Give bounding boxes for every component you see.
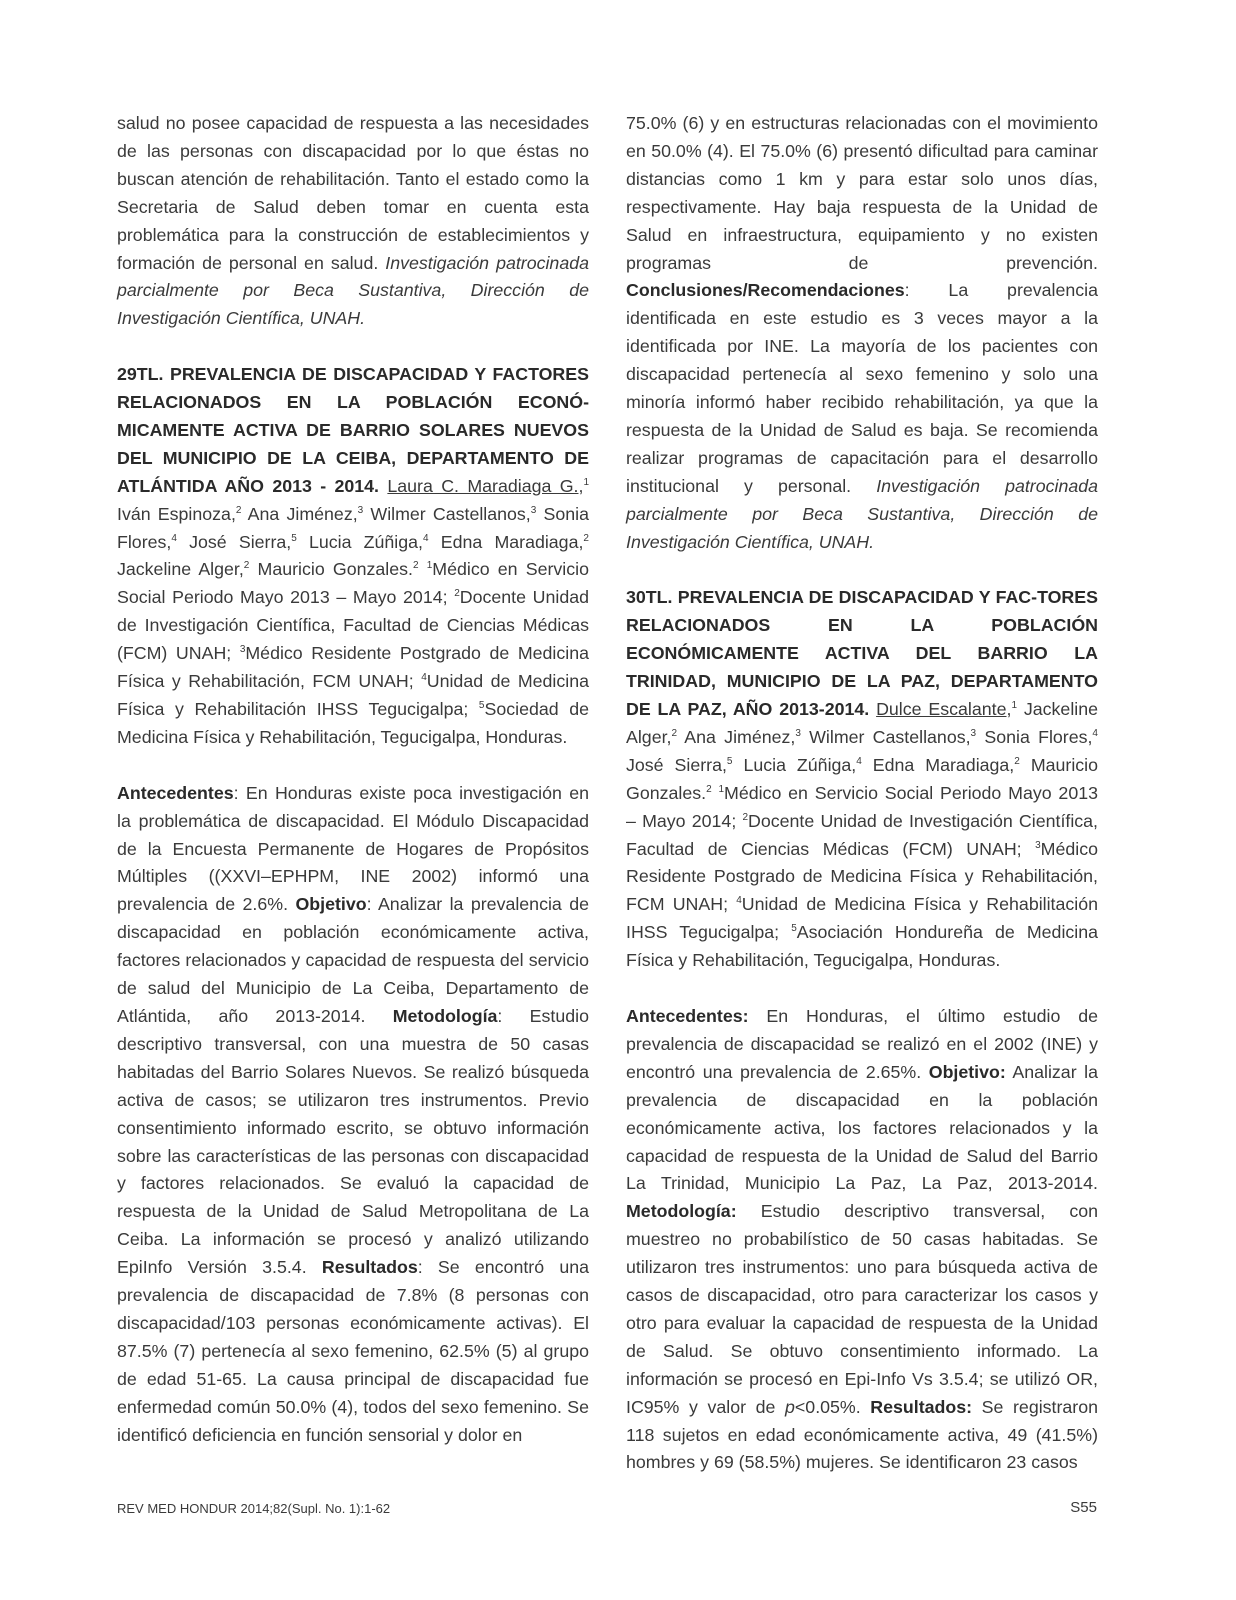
author-name: Ana Jiménez, [247, 503, 358, 524]
affiliation-sup: 3 [1035, 839, 1041, 851]
author-name: José Sierra, [189, 531, 292, 552]
intro-funding: Investigación patrocinada parcialmente por Beca Sustantiva, Dirección de Investigación Científica, UNAH. [117, 252, 589, 329]
author-name: Iván Espinoza, [117, 503, 236, 524]
metodologia-label: Metodología [392, 1005, 498, 1026]
affiliation-sup: 1 [718, 783, 725, 795]
abstract-30-body [626, 1003, 1098, 1477]
author-sup: 2 [1014, 755, 1020, 767]
author-sup: 2 [235, 504, 242, 516]
abstract-29-title: 29TL. PREVALENCIA DE DISCAPACIDAD Y FACTORES RELACIONADOS EN LA POBLACIÓN ECONÓ-MICAMENTE ACTIVA DE BARRIO SOLARES NUEVOS DEL MUNICIPIO DE LA CEIBA, DEPARTAMENTO DE ATLÁNTIDA AÑO 2013 - 2014. [117, 364, 589, 496]
author-sup: 1 [1011, 700, 1017, 712]
abstract-29-body [117, 780, 589, 1450]
affiliation-text: Docente Unidad de Investigación Científica, Facultad de Ciencias Médicas (FCM) UNAH; [117, 587, 589, 664]
author-sup: 2 [706, 783, 712, 795]
author-sup: 4 [856, 755, 862, 767]
resultados-label: Resultados: [870, 1396, 973, 1417]
resultados-text: : Se encontró una prevalencia de discapacidad de 7.8% (8 personas con discapacidad/103 personas económicamente activas). El 87.5% (7) pertenecía al sexo femenino, 62.5% (5) al grupo de edad 51-65. La causa principal de discapacidad fue enfermedad común 50.0% (4), todos del sexo femenino. Se identificó deficiencia en función sensorial y dolor en [117, 1257, 589, 1445]
author-name: Jackeline Alger, [626, 699, 1099, 747]
affiliation-text: Médico en Servicio Social Periodo Mayo 2013 – Mayo 2014; [626, 782, 1098, 831]
affiliation-sup: 3 [239, 644, 246, 656]
abstract-30-main-author: Dulce Escalante, [876, 699, 1012, 720]
objetivo-text: Analizar la prevalencia de discapacidad en la población económicamente activa, los factores relacionados y la capacidad de respuesta de la Unidad de Salud del Barrio La Trinidad, Municipio La Paz, La Paz, 2013-2014. [626, 1061, 1099, 1194]
metodologia-text: Estudio descriptivo transversal, con muestreo no probabilístico de 50 casas habitadas. Se utilizaron tres instrumentos: uno para búsqueda activa de casos de discapacidad, otro para caracterizar los casos y otro para evaluar la capacidad de respuesta de la Unidad de Salud. Se obtuvo consentimiento informado. La información se procesó en Epi-Info Vs 3.5.4; se utilizó OR, IC95% y valor de [626, 1201, 1098, 1417]
affiliation-sup: 4 [421, 672, 427, 684]
author-sup: 4 [1092, 728, 1098, 739]
author-name: Edna Maradiaga, [872, 754, 1015, 775]
metodologia-label: Metodología: [626, 1201, 737, 1222]
author-name: Mauricio Gonzales. [626, 754, 1099, 803]
intro-text: salud no posee capacidad de respuesta a las necesidades de las personas con discapacidad por lo que éstas no buscan atención de rehabilitación. Tanto el estado como la Secretaria de Salud deben tomar en cuenta esta problemática para la construcción de establecimientos y formación de personal en salud. [117, 113, 589, 273]
affiliation-text: Médico en Servicio Social Periodo Mayo 2013 – Mayo 2014; [117, 559, 589, 608]
author-sup: 4 [171, 532, 177, 544]
author-sup: 2 [243, 560, 250, 572]
abstract-30-affiliations [626, 783, 1098, 970]
resultados-label: Resultados [321, 1257, 418, 1278]
antecedentes-label: Antecedentes: [626, 1005, 749, 1026]
affiliation-sup: 2 [454, 588, 460, 600]
footer-citation: REV MED HONDUR 2014;82(Supl. No. 1):1-62 [117, 1501, 391, 1516]
author-sup: 3 [357, 504, 364, 516]
antecedentes-label: Antecedentes [117, 782, 234, 803]
author-name: Edna Maradiaga, [440, 531, 584, 552]
abstract-29-affiliations [117, 559, 589, 746]
conclusiones-funding: Investigación patrocinada parcialmente por Beca Sustantiva, Dirección de Investigación Científica, UNAH. [626, 475, 1098, 552]
affiliation-text: Unidad de Medicina Física y Rehabilitación IHSS Tegucigalpa; [117, 671, 589, 720]
author-name: Jackeline Alger, [117, 559, 244, 580]
author-name: Sonia Flores, [984, 726, 1093, 747]
author-sup: 2 [412, 560, 419, 572]
affiliation-sup: 1 [426, 560, 433, 572]
left-column [117, 110, 589, 1449]
affiliation-text: Asociación Hondureña de Medicina Física y Rehabilitación, Tegucigalpa, Honduras. [626, 922, 1099, 971]
page-number: S55 [1070, 1499, 1097, 1516]
metodologia-tail: <0.05%. [794, 1396, 871, 1417]
author-name: Ana Jiménez, [684, 726, 796, 747]
author-sup: 1 [583, 476, 589, 488]
objetivo-label: Objetivo [295, 894, 367, 915]
metodologia-text: : Estudio descriptivo transversal, con una muestra de 50 casas habitadas del Barrio Solares Nuevos. Se realizó búsqueda activa de casos; se utilizaron tres instrumentos. Previo consentimiento informado escrito, se obtuvo información sobre las características de las personas con discapacidad y factores relacionados. Se evaluó la capacidad de respuesta de la Unidad de Salud Metropolitana de La Ceiba. La información se procesó y analizó utilizando EpiInfo Versión 3.5.4. [117, 1005, 589, 1278]
objetivo-text: : Analizar la prevalencia de discapacidad en población económicamente activa, factores relacionados y capacidad de respuesta del servicio de salud del Municipio de La Ceiba, Departamento de Atlántida, año 2013-2014. [117, 894, 589, 1026]
affiliation-text: Médico Residente Postgrado de Medicina Física y Rehabilitación, FCM UNAH; [117, 643, 589, 692]
author-name: Sonia Flores, [117, 503, 589, 552]
author-sup: 5 [291, 532, 297, 544]
abstract-30-header [626, 584, 1098, 975]
author-name: Wilmer Castellanos, [370, 503, 531, 524]
affiliation-text: Sociedad de Medicina Física y Rehabilitación, Tegucigalpa, Honduras. [117, 699, 589, 747]
author-sup: 4 [422, 532, 429, 544]
affiliation-sup: 2 [742, 811, 749, 823]
author-name: Wilmer Castellanos, [809, 726, 971, 747]
author-sup: 3 [970, 728, 977, 739]
abstract-29-main-author: Laura C. Maradiaga G., [387, 475, 584, 496]
author-name: Mauricio Gonzales. [257, 559, 413, 580]
conclusiones-text: : La prevalencia identificada en este estudio es 3 veces mayor a la identificada por INE. La mayoría de los pacientes con discapacidad pertenecía al sexo femenino y solo una minoría informó haber recibido rehabilitación, ya que la respuesta de la Unidad de Salud es baja. Se recomienda realizar programas de capacitación para el desarrollo institucional y personal. [626, 280, 1098, 496]
abstract-30-title: 30TL. PREVALENCIA DE DISCAPACIDAD Y FAC-TORES RELACIONADOS EN LA POBLACIÓN ECONÓMICAMENTE ACTIVA DEL BARRIO LA TRINIDAD, MUNICIPIO DE LA PAZ, DEPARTAMENTO DE LA PAZ, AÑO 2013-2014. [626, 587, 1098, 720]
intro-paragraph [117, 110, 589, 333]
affiliation-text: Docente Unidad de Investigación Científica, Facultad de Ciencias Médicas (FCM) UNAH; [626, 810, 1098, 859]
conclusiones-label: Conclusiones/Recomendaciones [626, 280, 905, 301]
author-name: Lucia Zúñiga, [743, 754, 857, 775]
affiliation-sup: 4 [736, 895, 742, 907]
objetivo-label: Objetivo: [928, 1061, 1006, 1082]
author-name: Lucia Zúñiga, [308, 531, 423, 552]
affiliation-text: Médico Residente Postgrado de Medicina Física y Rehabilitación, FCM UNAH; [626, 838, 1098, 915]
continuation-paragraph [626, 110, 1098, 557]
resultados-text: Se registraron 118 sujetos en edad económicamente activa, 49 (41.5%) hombres y 69 (58.5%) mujeres. Se identificaron 23 casos [626, 1396, 1099, 1473]
author-name: José Sierra, [626, 754, 727, 775]
antecedentes-text: : En Honduras existe poca investigación en la problemática de discapacidad. El Módulo Discapacidad de la Encuesta Permanente de Hogares de Propósitos Múltiples ((XXVI–EPHPM, INE 2002) informó una prevalencia de 2.6%. [117, 782, 589, 915]
antecedentes-text: En Honduras, el último estudio de prevalencia de discapacidad se realizó en el 2002 (INE) y encontró una prevalencia de 2.65%. [626, 1005, 1098, 1082]
abstract-29-header [117, 361, 589, 752]
continuation-text: 75.0% (6) y en estructuras relacionadas con el movimiento en 50.0% (4). El 75.0% (6) presentó dificultad para caminar distancias como 1 km y para estar solo unos días, respectivamente. Hay baja respuesta de la Unidad de Salud en infraestructura, equipamiento y no existen programas de prevención. [626, 113, 1098, 273]
right-column [626, 110, 1098, 1477]
affiliation-sup: 5 [791, 923, 797, 935]
author-sup: 2 [671, 728, 678, 739]
author-sup: 3 [530, 504, 537, 516]
affiliation-text: Unidad de Medicina Física y Rehabilitación IHSS Tegucigalpa; [626, 894, 1099, 943]
author-sup: 2 [583, 532, 589, 544]
author-sup: 3 [795, 728, 801, 739]
affiliation-sup: 5 [478, 700, 485, 712]
author-sup: 5 [726, 755, 733, 767]
p-value-italic: p [785, 1396, 795, 1417]
